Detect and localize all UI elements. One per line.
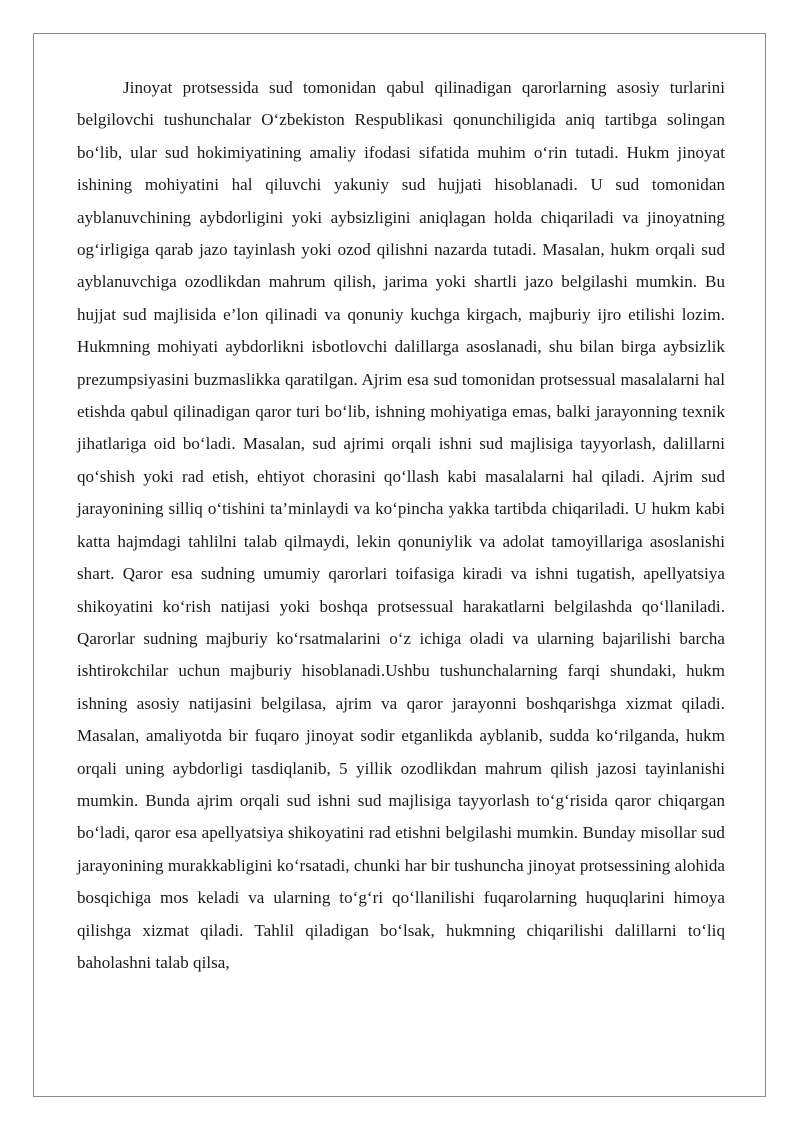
- body-paragraph: Jinoyat protsessida sud tomonidan qabul qilinadigan qarorlarning asosiy turlarini belgilovchi tushunchalar O‘zbekiston Respublikasi qonunchiligida aniq tartibga solingan bo‘lib, ular sud hokimiyatining amaliy ifodasi sifatida muhim o‘rin tutadi. Hukm jinoyat ishining mohiyatini hal qiluvchi yakuniy sud hujjati hisoblanadi. U sud tomonidan ayblanuvchining aybdorligini yoki aybsizligini aniqlagan holda chiqariladi va jinoyatning og‘irligiga qarab jazo tayinlash yoki ozod qilishni nazarda tutadi. Masalan, hukm orqali sud ayblanuvchiga ozodlikdan mahrum qilish, jarima yoki shartli jazo belgilashi mumkin. Bu hujjat sud majlisida e’lon qilinadi va qonuniy kuchga kirgach, majburiy ijro etilishi lozim. Hukmning mohiyati aybdorlikni isbotlovchi dalillarga asoslanadi, shu bilan birga aybsizlik prezumpsiyasini buzmaslikka qaratilgan. Ajrim esa sud tomonidan protsessual masalalarni hal etishda qabul qilinadigan qaror turi bo‘lib, ishning mohiyatiga emas, balki jarayonning texnik jihatlariga oid bo‘ladi. Masalan, sud ajrimi orqali ishni sud majlisiga tayyorlash, dalillarni qo‘shish yoki rad etish, ehtiyot chorasini qo‘llash kabi masalalarni hal qiladi. Ajrim sud jarayonining silliq o‘tishini ta’minlaydi va ko‘pincha yakka tartibda chiqariladi. U hukm kabi katta hajmdagi tahlilni talab qilmaydi, lekin qonuniylik va adolat tamoyillariga asoslanishi shart. Qaror esa sudning umumiy qarorlari toifasiga kiradi va ishni tugatish, apellyatsiya shikoyatini ko‘rish natijasi yoki boshqa protsessual harakatlarni belgilashda qo‘llaniladi. Qarorlar sudning majburiy ko‘rsatmalarini o‘z ichiga oladi va ularning bajarilishi barcha ishtirokchilar uchun majburiy hisoblanadi.Ushbu tushunchalarning farqi shundaki, hukm ishning asosiy natijasini belgilasa, ajrim va qaror jarayonni boshqarishga xizmat qiladi. Masalan, amaliyotda bir fuqaro jinoyat sodir etganlikda ayblanib, sudda ko‘rilganda, hukm orqali uning aybdorligi tasdiqlanib, 5 yillik ozodlikdan mahrum qilish jazosi tayinlanishi mumkin. Bunda ajrim orqali sud ishni sud majlisiga tayyorlash to‘g‘risida qaror chiqargan bo‘ladi, qaror esa apellyatsiya shikoyatini rad etishni belgilashi mumkin. Bunday misollar sud jarayonining murakkabligini ko‘rsatadi, chunki har bir tushuncha jinoyat protsessining alohida bosqichiga mos keladi va ularning to‘g‘ri qo‘llanilishi fuqarolarning huquqlarini himoya qilishga xizmat qiladi. Tahlil qiladigan bo‘lsak, hukmning chiqarilishi dalillarni to‘liq baholashni talab qilsa,: [77, 78, 725, 972]
